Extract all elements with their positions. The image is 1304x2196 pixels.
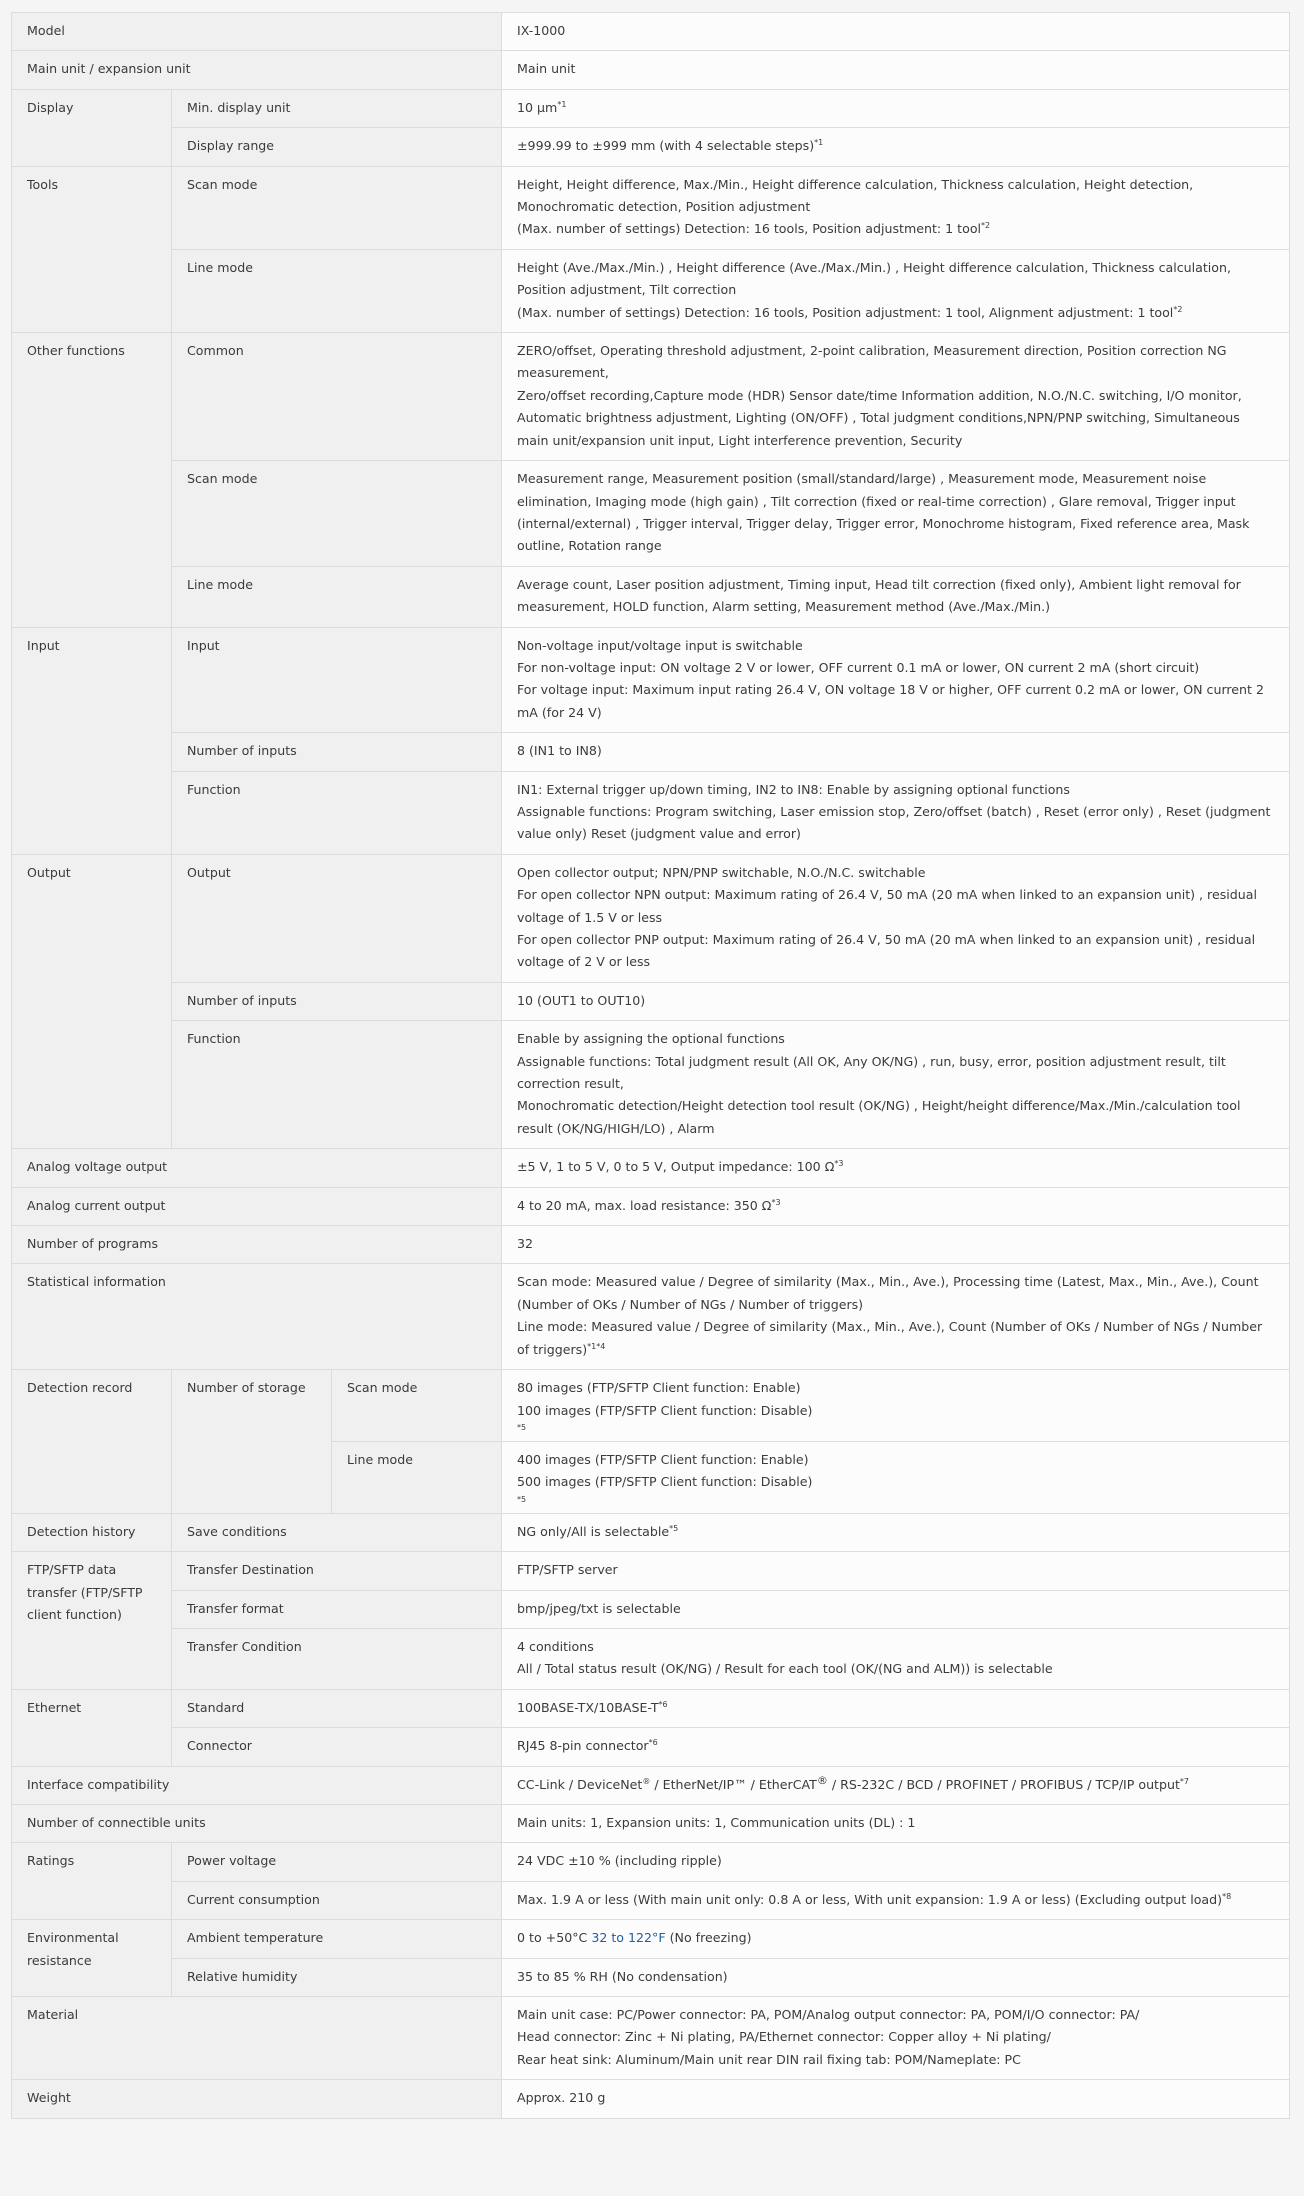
label-ftp: FTP/SFTP data transfer (FTP/SFTP client function) xyxy=(12,1552,172,1690)
value-text: (Max. number of settings) Detection: 16 tools, Position adjustment: 1 tool xyxy=(517,221,982,237)
row-other-scan xyxy=(12,461,1290,567)
value-line: 4 conditions xyxy=(517,1638,594,1654)
value-ambient-temperature xyxy=(502,1920,1290,1958)
value-other-scan: Measurement range, Measurement position (small/standard/large) , Measurement mode, Measurement noise elimination, Imaging mode (high gain) , Tilt correction (fixed or real-time correction) , Glare removal, Trigger input (internal/external) , Trigger interval, Trigger delay, Trigger error, Monochrome histogram, Fixed reference area, Mask outline, Rotation range xyxy=(502,461,1290,567)
value-output-count: 10 (OUT1 to OUT10) xyxy=(502,982,1290,1020)
row-input-input xyxy=(12,627,1290,733)
value-line: 400 images (FTP/SFTP Client function: Enable) xyxy=(517,1451,809,1467)
value-line: Monochromatic detection/Height detection tool result (OK/NG) , Height/height difference/Max./Min./calculation tool result (OK/NG/HIGH/LO) , Alarm xyxy=(517,1098,1241,1136)
label-connectable: Number of connectible units xyxy=(12,1804,502,1842)
label-detection-history: Detection history xyxy=(12,1513,172,1551)
registered-mark: ® xyxy=(642,1776,651,1786)
value-model: IX-1000 xyxy=(502,13,1290,51)
value-input-count: 8 (IN1 to IN8) xyxy=(502,733,1290,771)
label-output-output: Output xyxy=(172,854,502,982)
value-text: Max. 1.9 A or less (With main unit only: 0.8 A or less, With unit expansion: 1.9 A or less) (Excluding output load) xyxy=(517,1891,1223,1907)
row-ftp-condition xyxy=(12,1628,1290,1689)
value-output-output xyxy=(502,854,1290,982)
label-record-scan: Scan mode xyxy=(332,1370,502,1442)
footnote-ref: *5 xyxy=(669,1523,679,1533)
value-interface xyxy=(502,1766,1290,1804)
label-ethernet: Ethernet xyxy=(12,1689,172,1766)
label-ratings: Ratings xyxy=(12,1843,172,1920)
label-other-scan: Scan mode xyxy=(172,461,502,567)
value-statistics xyxy=(502,1264,1290,1370)
row-output-output xyxy=(12,854,1290,982)
value-display-range xyxy=(502,128,1290,166)
value-detection-history xyxy=(502,1513,1290,1551)
row-ethernet-standard xyxy=(12,1689,1290,1727)
row-tools-line xyxy=(12,249,1290,332)
label-analog-current: Analog current output xyxy=(12,1187,502,1225)
row-input-count xyxy=(12,733,1290,771)
label-number-of-storage: Number of storage xyxy=(172,1370,332,1514)
row-output-function xyxy=(12,1021,1290,1149)
label-environment: Environmental resistance xyxy=(12,1920,172,1997)
label-input-count: Number of inputs xyxy=(172,733,502,771)
footnote-ref: *2 xyxy=(1173,304,1183,314)
value-line: Non-voltage input/voltage input is switchable xyxy=(517,637,803,653)
footnote-ref: *6 xyxy=(648,1737,658,1747)
value-programs: 32 xyxy=(502,1226,1290,1264)
label-other-common: Common xyxy=(172,333,502,461)
row-detection-history xyxy=(12,1513,1290,1551)
row-ftp-format xyxy=(12,1590,1290,1628)
value-line: 80 images (FTP/SFTP Client function: Enable) xyxy=(517,1380,801,1396)
label-programs: Number of programs xyxy=(12,1226,502,1264)
row-connectable xyxy=(12,1804,1290,1842)
value-line: Zero/offset recording,Capture mode (HDR) Sensor date/time Information addition, N.O./N.C. switching, I/O monitor, Automatic brightness adjustment, Lighting (ON/OFF) , Total judgment conditions,NPN/PNP switching, Simultaneous main unit/expansion unit input, Light interference prevention, Security xyxy=(517,387,1242,448)
row-display-range xyxy=(12,128,1290,166)
label-other-functions: Other functions xyxy=(12,333,172,627)
row-material xyxy=(12,1997,1290,2080)
footnote-ref: *5 xyxy=(517,1494,527,1504)
value-analog-current xyxy=(502,1187,1290,1225)
row-other-line xyxy=(12,566,1290,627)
value-line: All / Total status result (OK/NG) / Result for each tool (OK/(NG and ALM)) is selectable xyxy=(517,1661,1053,1677)
footnote-ref: *6 xyxy=(658,1699,668,1709)
value-text: 10 µm xyxy=(517,99,558,115)
value-line: Scan mode: Measured value / Degree of similarity (Max., Min., Ave.), Processing time (Latest, Max., Min., Ave.), Count (Number of OKs / Number of NGs / Number of triggers) xyxy=(517,1274,1259,1312)
row-analog-current xyxy=(12,1187,1290,1225)
value-line: 500 images (FTP/SFTP Client function: Disable) xyxy=(517,1474,813,1490)
row-weight xyxy=(12,2080,1290,2118)
row-model xyxy=(12,13,1290,51)
label-output-function: Function xyxy=(172,1021,502,1149)
value-analog-voltage xyxy=(502,1149,1290,1187)
value-ethernet-connector xyxy=(502,1728,1290,1766)
value-line: For open collector NPN output: Maximum rating of 26.4 V, 50 mA (20 mA when linked to an expansion unit) , residual voltage of 1.5 V or less xyxy=(517,887,1257,925)
label-weight: Weight xyxy=(12,2080,502,2118)
value-other-line: Average count, Laser position adjustment, Timing input, Head tilt correction (fixed only), Ambient light removal for measurement, HOLD function, Alarm setting, Measurement method (Ave./Max./Min.) xyxy=(502,566,1290,627)
label-tools: Tools xyxy=(12,166,172,332)
footnote-ref: *1 xyxy=(557,99,567,109)
value-min-display-unit xyxy=(502,89,1290,127)
value-line: ZERO/offset, Operating threshold adjustment, 2-point calibration, Measurement direction, Position correction NG measurement, xyxy=(517,343,1227,381)
label-ethernet-connector: Connector xyxy=(172,1728,502,1766)
label-display: Display xyxy=(12,89,172,166)
row-output-count xyxy=(12,982,1290,1020)
row-programs xyxy=(12,1226,1290,1264)
value-output-function xyxy=(502,1021,1290,1149)
value-ftp-condition xyxy=(502,1628,1290,1689)
row-interface xyxy=(12,1766,1290,1804)
value-record-line xyxy=(502,1441,1290,1513)
value-ftp-dest: FTP/SFTP server xyxy=(502,1552,1290,1590)
footnote-ref: *3 xyxy=(834,1159,844,1169)
value-relative-humidity: 35 to 85 % RH (No condensation) xyxy=(502,1958,1290,1996)
value-current-consumption xyxy=(502,1881,1290,1919)
row-ethernet-connector xyxy=(12,1728,1290,1766)
label-current-consumption: Current consumption xyxy=(172,1881,502,1919)
value-text: 4 to 20 mA, max. load resistance: 350 Ω xyxy=(517,1197,772,1213)
row-other-common xyxy=(12,333,1290,461)
value-text: ±5 V, 1 to 5 V, 0 to 5 V, Output impedance: 100 Ω xyxy=(517,1159,835,1175)
registered-mark: ® xyxy=(816,1773,828,1787)
label-other-line: Line mode xyxy=(172,566,502,627)
value-weight: Approx. 210 g xyxy=(502,2080,1290,2118)
value-line: Main unit case: PC/Power connector: PA, POM/Analog output connector: PA, POM/I/O connector: PA/ xyxy=(517,2007,1140,2022)
value-line: Assignable functions: Total judgment result (All OK, Any OK/NG) , run, busy, error, position adjustment result, tilt correction result, xyxy=(517,1053,1226,1092)
label-input: Input xyxy=(12,627,172,854)
row-detection-record-scan xyxy=(12,1370,1290,1442)
value-connectable: Main units: 1, Expansion units: 1, Communication units (DL) : 1 xyxy=(502,1804,1290,1842)
value-line: For non-voltage input: ON voltage 2 V or lower, OFF current 0.1 mA or lower, ON current 2 mA (short circuit) xyxy=(517,659,1200,675)
value-text: / EtherNet/IP™ / EtherCAT xyxy=(650,1776,817,1792)
value-input-input xyxy=(502,627,1290,733)
value-line: Assignable functions: Program switching, Laser emission stop, Zero/offset (batch) , Reset (error only) , Reset (judgment value only) Reset (judgment value and error) xyxy=(517,803,1271,842)
value-text: ±999.99 to ±999 mm (with 4 selectable steps) xyxy=(517,138,815,154)
label-ftp-format: Transfer format xyxy=(172,1590,502,1628)
value-line: Rear heat sink: Aluminum/Main unit rear DIN rail fixing tab: POM/Nameplate: PC xyxy=(517,2051,1021,2067)
value-power-voltage: 24 VDC ±10 % (including ripple) xyxy=(502,1843,1290,1881)
label-main-unit: Main unit / expansion unit xyxy=(12,51,502,89)
fahrenheit-link[interactable]: 32 to 122°F xyxy=(591,1930,666,1946)
row-input-function xyxy=(12,771,1290,854)
label-interface: Interface compatibility xyxy=(12,1766,502,1804)
value-record-scan xyxy=(502,1370,1290,1442)
footnote-ref: *1 xyxy=(814,138,824,148)
label-power-voltage: Power voltage xyxy=(172,1843,502,1881)
value-line: Enable by assigning the optional functions xyxy=(517,1031,785,1047)
value-tools-scan xyxy=(502,166,1290,249)
value-line xyxy=(517,302,1274,324)
label-tools-scan: Scan mode xyxy=(172,166,502,249)
label-min-display-unit: Min. display unit xyxy=(172,89,502,127)
value-other-common xyxy=(502,333,1290,461)
label-ethernet-standard: Standard xyxy=(172,1689,502,1727)
value-line xyxy=(517,1316,1274,1361)
value-text: 0 to +50°C xyxy=(517,1930,592,1946)
value-line: 100 images (FTP/SFTP Client function: Disable) xyxy=(517,1402,813,1418)
value-line xyxy=(517,218,1274,240)
row-ratings-power xyxy=(12,1843,1290,1881)
value-text: / RS-232C / BCD / PROFINET / PROFIBUS / TCP/IP output xyxy=(827,1776,1180,1792)
value-text: Line mode: Measured value / Degree of similarity (Max., Min., Ave.), Count (Number of OKs / Number of NGs / Number of triggers) xyxy=(517,1319,1263,1357)
label-display-range: Display range xyxy=(172,128,502,166)
label-ftp-dest: Transfer Destination xyxy=(172,1552,502,1590)
label-input-function: Function xyxy=(172,771,502,854)
label-record-line: Line mode xyxy=(332,1441,502,1513)
footnote-ref: *8 xyxy=(1222,1891,1232,1901)
footnote-ref: *2 xyxy=(981,221,991,231)
value-line: For open collector PNP output: Maximum rating of 26.4 V, 50 mA (20 mA when linked to an expansion unit) , residual voltage of 2 V or less xyxy=(517,932,1256,970)
row-tools-scan xyxy=(12,166,1290,249)
label-relative-humidity: Relative humidity xyxy=(172,1958,502,1996)
value-input-function xyxy=(502,771,1290,854)
row-ratings-current xyxy=(12,1881,1290,1919)
value-text: NG only/All is selectable xyxy=(517,1523,670,1539)
label-statistics: Statistical information xyxy=(12,1264,502,1370)
footnote-ref: *5 xyxy=(517,1422,527,1432)
footnote-ref: *1*4 xyxy=(587,1341,606,1351)
label-tools-line: Line mode xyxy=(172,249,502,332)
value-text: CC-Link / DeviceNet xyxy=(517,1776,643,1792)
label-material: Material xyxy=(12,1997,502,2080)
row-display-min xyxy=(12,89,1290,127)
value-tools-line xyxy=(502,249,1290,332)
spec-table xyxy=(11,12,1290,2119)
value-main-unit: Main unit xyxy=(502,51,1290,89)
label-output-count: Number of inputs xyxy=(172,982,502,1020)
value-text: RJ45 8-pin connector xyxy=(517,1738,649,1754)
value-ftp-format: bmp/jpeg/txt is selectable xyxy=(502,1590,1290,1628)
label-save-conditions: Save conditions xyxy=(172,1513,502,1551)
value-line: IN1: External trigger up/down timing, IN2 to IN8: Enable by assigning optional functions xyxy=(517,781,1070,797)
value-line: Head connector: Zinc + Ni plating, PA/Ethernet connector: Copper alloy + Ni plating/ xyxy=(517,2029,1051,2045)
spec-table-container xyxy=(11,12,1289,2119)
label-output: Output xyxy=(12,854,172,1148)
label-detection-record: Detection record xyxy=(12,1370,172,1514)
value-text: (Max. number of settings) Detection: 16 tools, Position adjustment: 1 tool, Alignment adjustment: 1 tool xyxy=(517,304,1174,320)
value-line: Height, Height difference, Max./Min., Height difference calculation, Thickness calculation, Height detection, Monochromatic detection, Position adjustment xyxy=(517,176,1194,215)
footnote-ref: *3 xyxy=(771,1197,781,1207)
label-input-input: Input xyxy=(172,627,502,733)
label-analog-voltage: Analog voltage output xyxy=(12,1149,502,1187)
value-text: (No freezing) xyxy=(665,1930,752,1946)
row-env-temp xyxy=(12,1920,1290,1958)
value-line: Height (Ave./Max./Min.) , Height difference (Ave./Max./Min.) , Height difference calculation, Thickness calculation, Position adjustment, Tilt correction xyxy=(517,259,1231,298)
row-analog-voltage xyxy=(12,1149,1290,1187)
value-material xyxy=(502,1997,1290,2080)
label-ambient-temperature: Ambient temperature xyxy=(172,1920,502,1958)
value-line: For voltage input: Maximum input rating 26.4 V, ON voltage 18 V or higher, OFF current 0.2 mA or lower, ON current 2 mA (for 24 V) xyxy=(517,682,1264,720)
value-line: Open collector output; NPN/PNP switchable, N.O./N.C. switchable xyxy=(517,864,926,880)
label-ftp-condition: Transfer Condition xyxy=(172,1628,502,1689)
value-text: 100BASE-TX/10BASE-T xyxy=(517,1699,659,1715)
row-statistics xyxy=(12,1264,1290,1370)
row-env-humidity xyxy=(12,1958,1290,1996)
label-model: Model xyxy=(12,13,502,51)
footnote-ref: *7 xyxy=(1179,1776,1190,1786)
value-ethernet-standard xyxy=(502,1689,1290,1727)
row-ftp-dest xyxy=(12,1552,1290,1590)
row-main-unit xyxy=(12,51,1290,89)
